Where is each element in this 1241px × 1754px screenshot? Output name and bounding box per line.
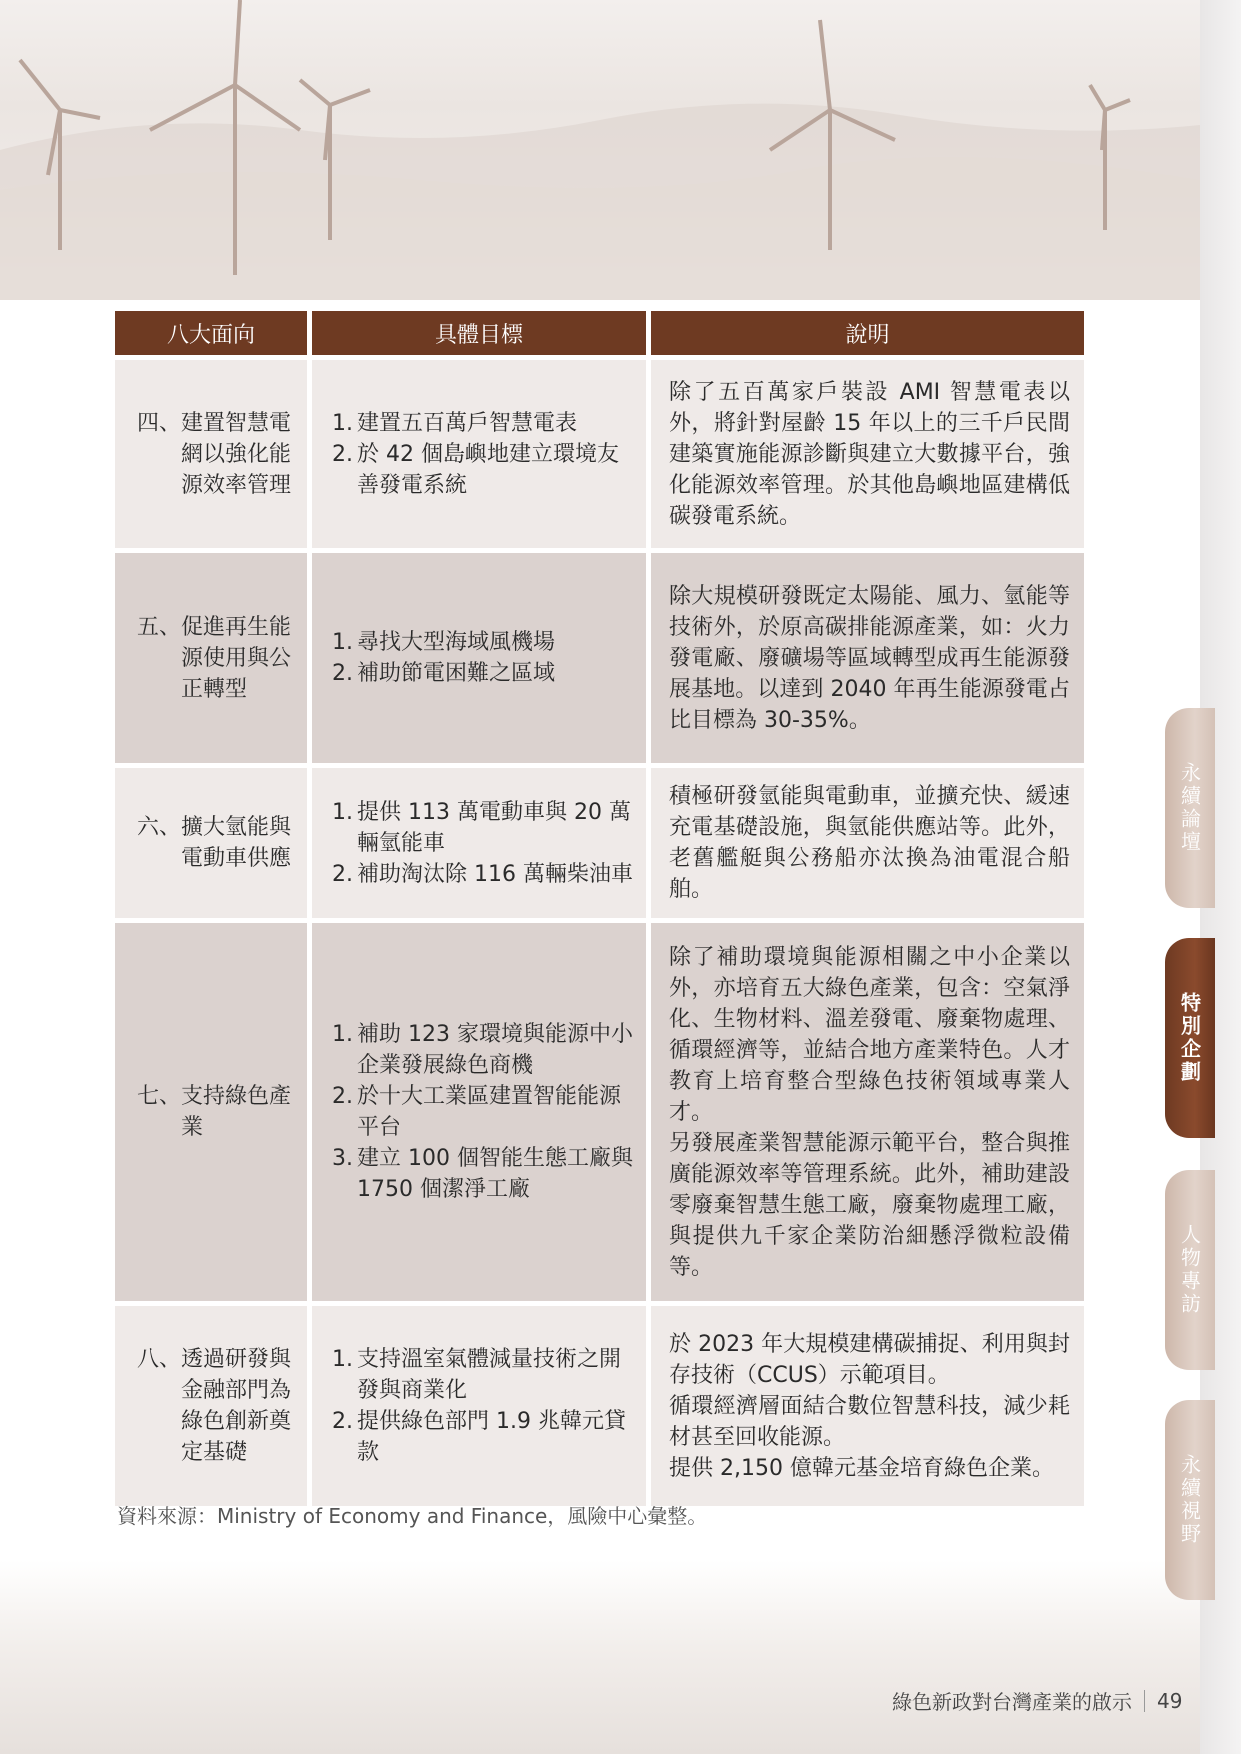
table-row [115,553,1084,763]
wind-turbine-illustration [0,0,1200,300]
source-note: 資料來源：Ministry of Economy and Finance，風險中心彙整。 [117,1504,708,1528]
aspect-number: 六、 [137,815,182,840]
description-cell: 除大規模研發既定太陽能、風力、氫能等技術外，於原高碳排能源產業，如：火力發電廠、廢礦場等區域轉型成再生能源發展基地。以達到 2040 年再生能源發電占比目標為 30-35%。 [651,553,1084,763]
tab-sustainability-forum[interactable]: 永續論壇 [1165,708,1215,908]
target-cell [312,768,646,918]
description-cell: 於 2023 年大規模建構碳捕捉、利用與封存技術（CCUS）示範項目。 循環經濟層面結合數位智慧科技，減少耗材甚至回收能源。 提供 2,150 億韓元基金培育綠色企業。 [651,1306,1084,1506]
aspect-text: 建置智慧電網以強化能源效率管理 [181,410,292,498]
tab-special-feature[interactable]: 特別企劃 [1165,938,1215,1138]
aspect-text: 透過研發與金融部門為綠色創新奠定基礎 [181,1347,292,1465]
aspect-number: 八、 [137,1347,182,1372]
footer-title: 綠色新政對台灣產業的啟示 [892,1690,1132,1714]
table-row [115,1306,1084,1506]
aspect-number: 四、 [137,410,182,436]
aspect-text: 支持綠色產業 [181,1084,292,1140]
list-item: 1. 補助 123 家環境與能源中小企業發展綠色商機 [332,1022,633,1078]
page-number: 49 [1157,1688,1183,1713]
green-deal-table [110,306,1089,1511]
table-row [115,360,1084,548]
table-header-row [115,311,1084,355]
footer-solar-background [0,1560,1200,1754]
page-footer [892,1686,1182,1715]
aspect-text: 擴大氫能與電動車供應 [181,815,292,871]
header-wind-turbine-background [0,0,1200,300]
target-cell [312,553,646,763]
tab-interview[interactable]: 人物專訪 [1165,1170,1215,1370]
aspect-cell [115,768,307,918]
tab-sustainability-vision[interactable]: 永續視野 [1165,1400,1215,1600]
aspect-number: 七、 [137,1084,182,1109]
aspect-cell [115,360,307,548]
header-description: 說明 [651,311,1084,355]
aspect-cell [115,923,307,1301]
table-row [115,768,1084,918]
list-item: 2. 提供綠色部門 1.9 兆韓元貸款 [332,1409,626,1465]
list-item: 1. 提供 113 萬電動車與 20 萬輛氫能車 [332,799,631,856]
target-cell [312,923,646,1301]
description-cell: 除了補助環境與能源相關之中小企業以外，亦培育五大綠色產業，包含：空氣淨化、生物材料、溫差發電、廢棄物處理、循環經濟等，並結合地方產業特色。人才教育上培育整合型綠色技術領域專業人才。 另發展產業智慧能源示範平台，整合與推廣能源效率等管理系統。此外，補助建設零廢棄智慧生態工廠，廢棄物處理工廠，與提供九千家企業防治細懸浮微粒設備等。 [651,923,1084,1301]
aspect-text: 促進再生能源使用與公正轉型 [181,614,292,702]
list-item: 1. 支持溫室氣體減量技術之開發與商業化 [332,1347,622,1403]
list-item: 2. 補助節電困難之區域 [332,661,556,686]
list-item: 3. 建立 100 個智能生態工廠與 1750 個潔淨工廠 [332,1146,633,1202]
header-aspect: 八大面向 [115,311,307,355]
footer-divider [1144,1690,1145,1712]
list-item: 1. 尋找大型海域風機場 [332,630,556,655]
target-cell [312,360,646,548]
description-cell: 積極研發氫能與電動車，並擴充快、緩速充電基礎設施，與氫能供應站等。此外，老舊艦艇與公務船亦汰換為油電混合船舶。 [651,768,1084,918]
aspect-number: 五、 [137,614,182,640]
list-item: 2. 於十大工業區建置智能能源平台 [332,1084,622,1140]
aspect-cell [115,553,307,763]
description-cell: 除了五百萬家戶裝設 AMI 智慧電表以外，將針對屋齡 15 年以上的三千戶民間建築實施能源診斷與建立大數據平台，強化能源效率管理。於其他島嶼地區建構低碳發電系統。 [651,360,1084,548]
target-cell [312,1306,646,1506]
aspect-cell [115,1306,307,1506]
list-item: 1. 建置五百萬戶智慧電表 [332,410,578,436]
list-item: 2. 補助淘汰除 116 萬輛柴油車 [332,861,633,887]
table-row [115,923,1084,1301]
header-target: 具體目標 [312,311,646,355]
list-item: 2. 於 42 個島嶼地建立環境友善發電系統 [332,441,619,498]
